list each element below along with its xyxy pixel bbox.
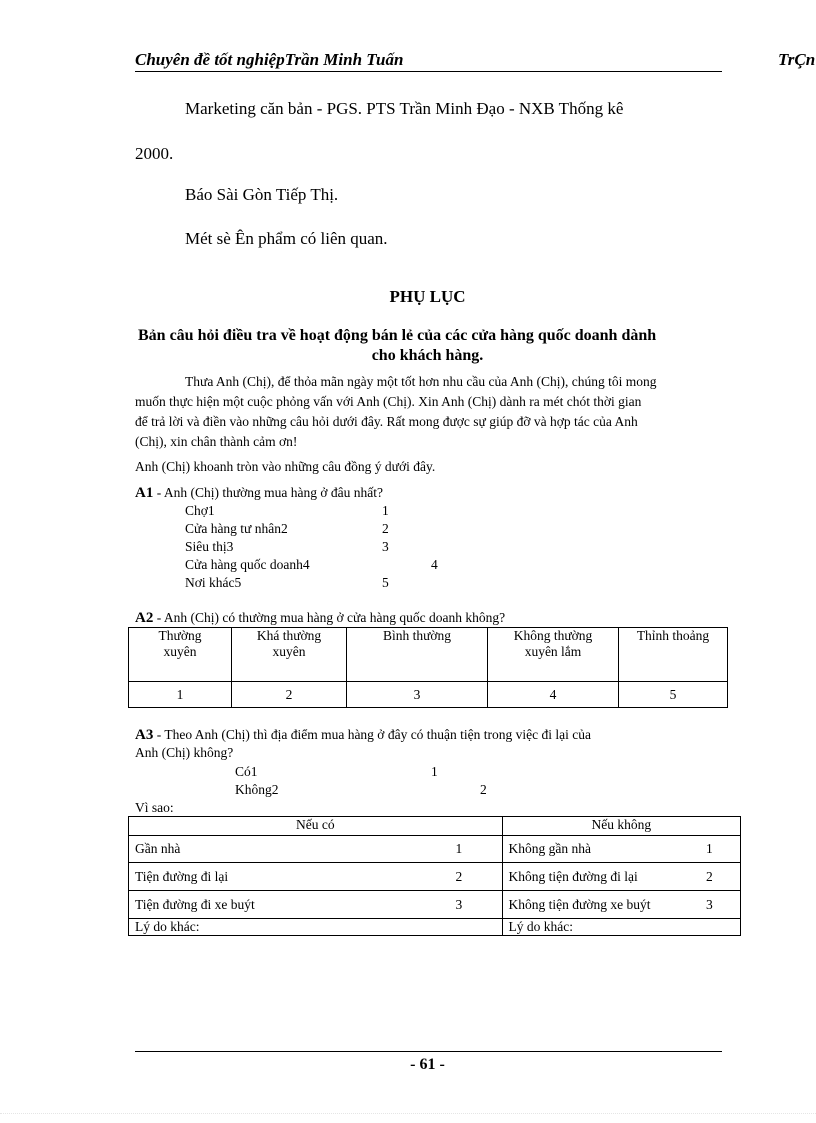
a1-option-text: Cửa hàng tư nhân2 bbox=[185, 521, 288, 536]
intro-line-3: để trả lời và điền vào những câu hỏi dưới đây. Rất mong được sự giúp đỡ và hợp tác của Anh bbox=[135, 414, 638, 429]
frequency-header-cell: Thỉnh thoảng bbox=[619, 628, 728, 682]
reference-2: Báo Sài Gòn Tiếp Thị. bbox=[185, 185, 339, 204]
appendix-subtitle-cont: cho khách hàng. bbox=[371, 347, 484, 364]
frequency-value-cell: 1 bbox=[129, 682, 232, 708]
reason-yes: Gần nhà bbox=[129, 836, 450, 863]
header-title: Chuyên đề tốt nghiệpTrần Minh Tuấn bbox=[135, 50, 404, 69]
intro-line-4: (Chị), xin chân thành cảm ơn! bbox=[135, 434, 298, 449]
frequency-value-cell: 5 bbox=[619, 682, 728, 708]
reasons-table bbox=[128, 816, 741, 936]
question-a3-label: A3 bbox=[135, 727, 154, 743]
header-rule bbox=[135, 71, 722, 72]
header-author: TrÇn bbox=[778, 50, 816, 69]
reason-other-yes: Lý do khác: bbox=[129, 919, 503, 936]
question-a2-text: - Anh (Chị) có thường mua hàng ở cửa hàng quốc doanh không? bbox=[153, 610, 506, 625]
reasons-row bbox=[129, 836, 741, 863]
instruction: Anh (Chị) khoanh tròn vào những câu đồng ý dưới đây. bbox=[135, 459, 436, 474]
reasons-header-row bbox=[129, 817, 741, 836]
a3-option-num: 2 bbox=[480, 782, 487, 797]
page-number: - 61 - bbox=[410, 1056, 445, 1073]
reason-no: Không tiện đường đi lại bbox=[502, 863, 700, 891]
reasons-other-row bbox=[129, 919, 741, 936]
frequency-header-cell: Không thường xuyên lắm bbox=[488, 628, 619, 682]
a1-option-num: 5 bbox=[382, 575, 389, 590]
a1-option-num: 2 bbox=[382, 521, 389, 536]
reference-1: Marketing căn bản - PGS. PTS Trần Minh Đạo - NXB Thống kê bbox=[185, 99, 624, 118]
a1-option-text: Nơi khác5 bbox=[185, 575, 242, 590]
reasons-header-no: Nếu không bbox=[502, 817, 740, 836]
question-a3-text: - Theo Anh (Chị) thì địa điểm mua hàng ở đây có thuận tiện trong việc đi lại của bbox=[153, 727, 591, 742]
a3-option-text: Không2 bbox=[235, 782, 279, 797]
reason-no: Không tiện đường xe buýt bbox=[502, 891, 700, 919]
reason-other-no: Lý do khác: bbox=[502, 919, 740, 936]
a3-option-num: 1 bbox=[431, 764, 438, 779]
why-label: Vì sao: bbox=[135, 800, 174, 815]
footer-rule bbox=[135, 1051, 722, 1052]
frequency-value-cell: 2 bbox=[232, 682, 347, 708]
reference-3: Mét sè Ên phẩm có liên quan. bbox=[185, 229, 388, 248]
a1-option-num: 4 bbox=[431, 557, 438, 572]
frequency-value-row bbox=[129, 682, 728, 708]
frequency-table bbox=[128, 627, 728, 708]
frequency-header-row bbox=[129, 628, 728, 682]
reasons-row bbox=[129, 863, 741, 891]
a1-option-text: Chợ1 bbox=[185, 503, 215, 518]
question-a1-text: - Anh (Chị) thường mua hàng ở đâu nhất? bbox=[153, 485, 384, 500]
question-a3-cont: Anh (Chị) không? bbox=[135, 745, 234, 760]
frequency-value-cell: 4 bbox=[488, 682, 619, 708]
frequency-header-cell: Thường xuyên bbox=[129, 628, 232, 682]
a1-option-num: 1 bbox=[382, 503, 389, 518]
reference-1-cont: 2000. bbox=[135, 144, 174, 163]
frequency-header-cell: Bình thường bbox=[347, 628, 488, 682]
intro-line-1: Thưa Anh (Chị), để thỏa mãn ngày một tốt hơn nhu cầu của Anh (Chị), chúng tôi mong bbox=[185, 374, 657, 389]
reason-yes-num: 2 bbox=[450, 863, 503, 891]
reasons-row bbox=[129, 891, 741, 919]
reason-yes: Tiện đường đi xe buýt bbox=[129, 891, 450, 919]
reason-yes-num: 1 bbox=[450, 836, 503, 863]
a1-option-text: Siêu thị3 bbox=[185, 539, 234, 554]
reason-yes-num: 3 bbox=[450, 891, 503, 919]
a3-option-text: Có1 bbox=[235, 764, 258, 779]
reason-yes: Tiện đường đi lại bbox=[129, 863, 450, 891]
reason-no-num: 1 bbox=[700, 836, 741, 863]
question-a2-label: A2 bbox=[135, 610, 154, 626]
reasons-header-yes: Nếu có bbox=[129, 817, 503, 836]
question-a2 bbox=[135, 610, 505, 627]
a1-option-text: Cửa hàng quốc doanh4 bbox=[185, 557, 310, 572]
a1-option-num: 3 bbox=[382, 539, 389, 554]
reason-no-num: 2 bbox=[700, 863, 741, 891]
frequency-header-cell: Khá thường xuyên bbox=[232, 628, 347, 682]
intro-line-2: muốn thực hiện một cuộc phỏng vấn với Anh (Chị). Xin Anh (Chị) dành ra mét chót thời gian bbox=[135, 394, 642, 409]
reason-no-num: 3 bbox=[700, 891, 741, 919]
appendix-title: PHỤ LỤC bbox=[389, 287, 466, 306]
question-a1 bbox=[135, 485, 383, 502]
question-a1-label: A1 bbox=[135, 485, 154, 501]
question-a3 bbox=[135, 727, 591, 744]
page-edge bbox=[0, 1113, 816, 1114]
appendix-subtitle: Bản câu hỏi điều tra về hoạt động bán lẻ của các cửa hàng quốc doanh dành bbox=[138, 327, 657, 344]
reason-no: Không gần nhà bbox=[502, 836, 700, 863]
frequency-value-cell: 3 bbox=[347, 682, 488, 708]
